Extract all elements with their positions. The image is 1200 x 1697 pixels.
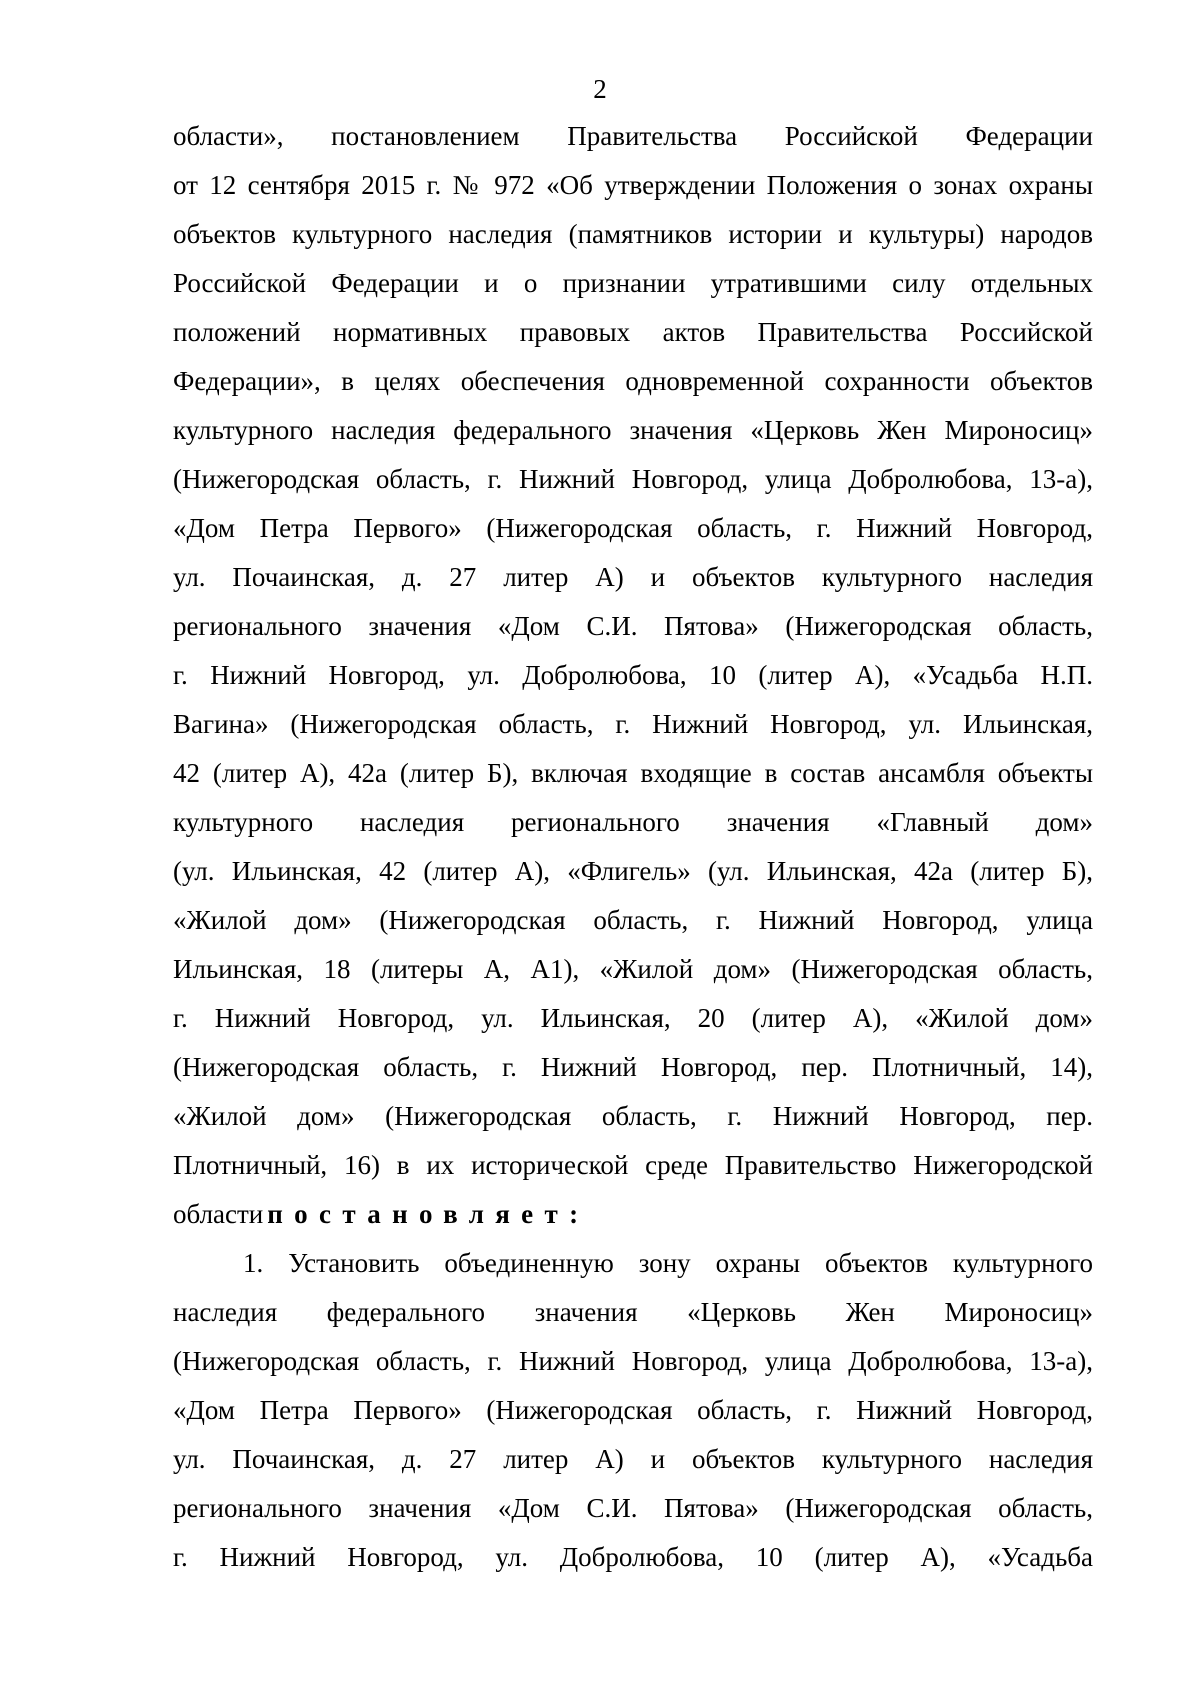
text-line: «Дом Петра Первого» (Нижегородская область, г. Нижний Новгород, (173, 513, 1093, 543)
item-1-first-line: 1. Установить объединенную зону охраны объектов культурного (243, 1248, 1093, 1278)
text-line: культурного наследия регионального значения «Главный дом» (173, 807, 1093, 837)
text-line: (Нижегородская область, г. Нижний Новгород, улица Добролюбова, 13-а), (173, 1346, 1093, 1376)
text-line: ул. Почаинская, д. 27 литер А) и объектов культурного наследия (173, 562, 1093, 592)
text-line: г. Нижний Новгород, ул. Добролюбова, 10 (литер А), «Усадьба (173, 1542, 1093, 1572)
page-number: 2 (593, 74, 607, 104)
text-line: Ильинская, 18 (литеры А, А1), «Жилой дом» (Нижегородская область, (173, 954, 1093, 984)
text-line: объектов культурного наследия (памятников истории и культуры) народов (173, 219, 1093, 249)
text-line: Плотничный, 16) в их исторической среде Правительство Нижегородской (173, 1150, 1093, 1180)
text-line: (Нижегородская область, г. Нижний Новгород, улица Добролюбова, 13-а), (173, 464, 1093, 494)
resolution-prefix: области (173, 1199, 264, 1229)
text-line: ул. Почаинская, д. 27 литер А) и объектов культурного наследия (173, 1444, 1093, 1474)
document-body (173, 112, 1093, 1582)
text-line: (Нижегородская область, г. Нижний Новгород, пер. Плотничный, 14), (173, 1052, 1093, 1082)
text-line: 42 (литер А), 42а (литер Б), включая входящие в состав ансамбля объекты (173, 758, 1093, 788)
text-line: Российской Федерации и о признании утратившими силу отдельных (173, 268, 1093, 298)
text-line: культурного наследия федерального значения «Церковь Жен Мироносиц» (173, 415, 1093, 445)
text-line: «Жилой дом» (Нижегородская область, г. Нижний Новгород, пер. (173, 1101, 1093, 1131)
text-line: наследия федерального значения «Церковь Жен Мироносиц» (173, 1297, 1093, 1327)
text-line: Вагина» (Нижегородская область, г. Нижний Новгород, ул. Ильинская, (173, 709, 1093, 739)
text-line: регионального значения «Дом С.И. Пятова» (Нижегородская область, (173, 1493, 1093, 1523)
resolution-verb: постановляет: (267, 1199, 590, 1229)
text-line: «Жилой дом» (Нижегородская область, г. Нижний Новгород, улица (173, 905, 1093, 935)
resolution-line (173, 1190, 1093, 1239)
text-line: г. Нижний Новгород, ул. Ильинская, 20 (литер А), «Жилой дом» (173, 1003, 1093, 1033)
text-line: регионального значения «Дом С.И. Пятова» (Нижегородская область, (173, 611, 1093, 641)
text-line: «Дом Петра Первого» (Нижегородская область, г. Нижний Новгород, (173, 1395, 1093, 1425)
text-line: Федерации», в целях обеспечения одновременной сохранности объектов (173, 366, 1093, 396)
text-line: положений нормативных правовых актов Правительства Российской (173, 317, 1093, 347)
text-line: области», постановлением Правительства Российской Федерации (173, 121, 1093, 151)
text-line: г. Нижний Новгород, ул. Добролюбова, 10 (литер А), «Усадьба Н.П. (173, 660, 1093, 690)
text-line: (ул. Ильинская, 42 (литер А), «Флигель» (ул. Ильинская, 42а (литер Б), (173, 856, 1093, 886)
text-line: от 12 сентября 2015 г. № 972 «Об утверждении Положения о зонах охраны (173, 170, 1093, 200)
